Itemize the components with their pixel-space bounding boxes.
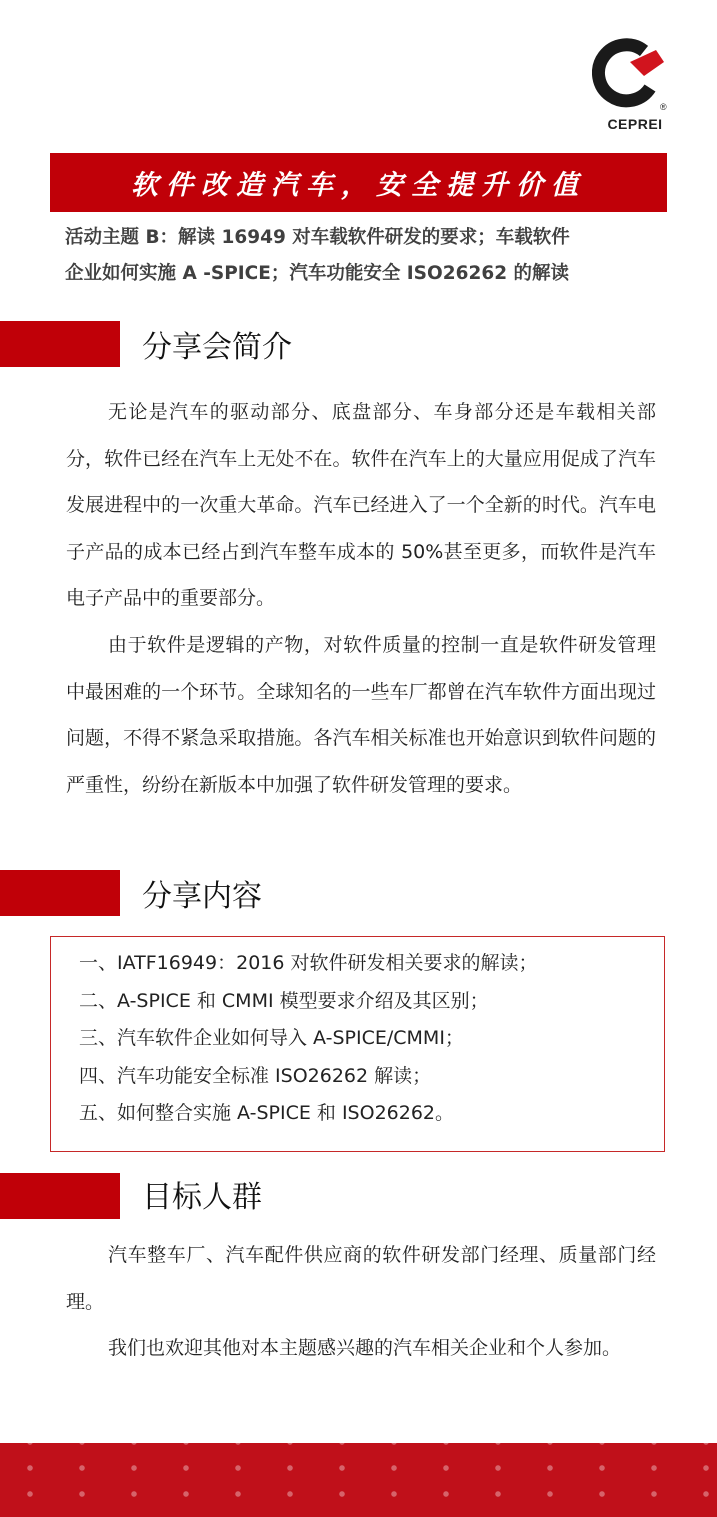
section-marker-intro bbox=[0, 321, 120, 367]
section-marker-audience bbox=[0, 1173, 120, 1219]
theme-line: 活动主题 B：解读 16949 对车载软件研发的要求；车载软件 bbox=[65, 227, 570, 248]
content-list-box bbox=[50, 936, 665, 1152]
section-marker-content bbox=[0, 870, 120, 916]
list-item: 五、如何整合实施 A-SPICE 和 ISO26262。 bbox=[79, 1102, 455, 1124]
ceprei-logo-icon bbox=[592, 38, 670, 114]
content-list bbox=[51, 937, 664, 1133]
section-title-audience: 目标人群 bbox=[142, 1180, 262, 1215]
theme-line: 企业如何实施 A -SPICE；汽车功能安全 ISO26262 的解读 bbox=[65, 263, 570, 284]
logo-text: CEPREI bbox=[607, 116, 663, 132]
list-item: 二、A-SPICE 和 CMMI 模型要求介绍及其区别； bbox=[79, 989, 489, 1012]
audience-paragraph: 我们也欢迎其他对本主题感兴趣的汽车相关企业和个人参加。 bbox=[108, 1337, 622, 1359]
intro-paragraph: 无论是汽车的驱动部分、底盘部分、车身部分还是车载相关部分，软件已经在汽车上无处不在。软件在汽车上的大量应用促成了汽车发展进程中的一次重大革命。汽车已经进入了一个全新的时代。汽车电子产品的成本已经占到汽车整车成本的 50%甚至更多，而软件是汽车电子产品中的重要部分。 bbox=[66, 401, 656, 609]
footer-pattern bbox=[0, 1443, 717, 1517]
banner-title: 软件改造汽车，安全提升价值 bbox=[50, 153, 667, 212]
trademark-mark: ® bbox=[660, 102, 667, 112]
ceprei-logo bbox=[590, 38, 680, 138]
list-item: 三、汽车软件企业如何导入 A-SPICE/CMMI； bbox=[79, 1027, 464, 1049]
section-title-intro: 分享会简介 bbox=[142, 330, 292, 365]
activity-theme bbox=[65, 220, 665, 292]
intro-paragraph: 由于软件是逻辑的产物，对软件质量的控制一直是软件研发管理中最困难的一个环节。全球知名的一些车厂都曾在汽车软件方面出现过问题，不得不紧急采取措施。各汽车相关标准也开始意识到软件问题的严重性，纷纷在新版本中加强了软件研发管理的要求。 bbox=[66, 634, 656, 796]
list-item: 四、汽车功能安全标准 ISO26262 解读； bbox=[79, 1064, 432, 1087]
section-title-content: 分享内容 bbox=[142, 879, 262, 914]
audience-paragraph: 汽车整车厂、汽车配件供应商的软件研发部门经理、质量部门经理。 bbox=[66, 1244, 656, 1313]
list-item: 一、IATF16949：2016 对软件研发相关要求的解读； bbox=[79, 952, 538, 974]
